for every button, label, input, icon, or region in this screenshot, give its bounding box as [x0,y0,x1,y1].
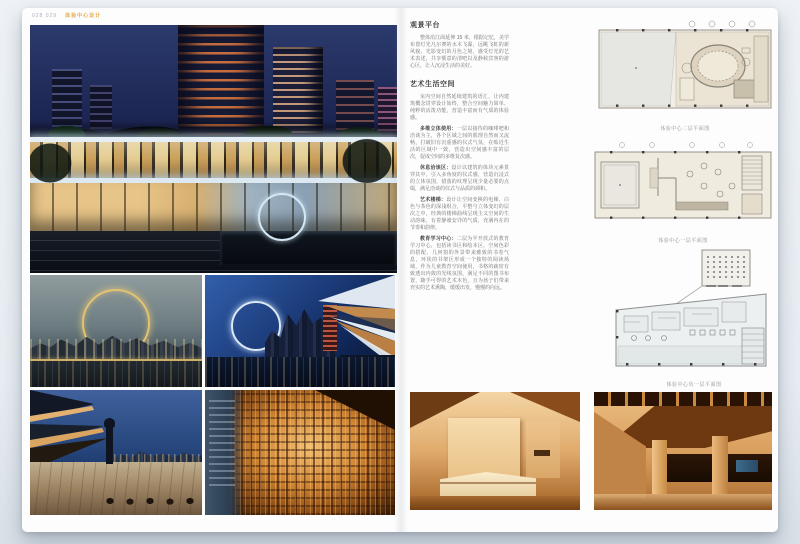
hero-photo-night-pavilion [30,25,397,273]
floor-plan-level-2-drawing [596,18,774,118]
desk-shadow-line [440,482,536,484]
back-wall-panel [448,418,520,478]
lobby-floor-glow [594,494,772,510]
skyline-lights [30,339,202,359]
wall-signage [534,450,550,456]
article-text-column [410,20,509,296]
paragraph: 多维立体使用：一层以接待的咖啡吧和洽谈为主，各个区域之间的肌理自然而又流畅，打破旧有沉重感的仪式气氛，在贴近生活的区域中一致，营造出空间感丰富的层次，促成空间的多维复次感。 [410,126,509,160]
plan-caption: 体验中心一层平面图 [658,238,708,244]
water-reflections [30,361,202,387]
ceiling-beams [594,392,772,406]
floor-plan-level-1 [592,138,774,244]
paragraph: 教育学习中心：二层为半开放式的教育学习中心，包括读书区和绘本区，空间色彩的搭配、几何窗的外景带来雅致的书卷气息，环状的书架区形成一个独特的阅读场域，作为儿童教育空间使用，书格的疏密有致透出内敛的光线氛围，满足不同的图书布置，随手可得的艺术木色，且为孩子们带来充实的艺术熏陶，缓缓出发，慢慢的向远。 [410,236,509,291]
heading-viewing-platform: 观景平台 [410,22,440,29]
photo-golden-lattice-interior [205,390,395,515]
screen-panel [736,460,758,472]
paragraph: 艺术楼梯：设计让空间变换的电梯，白色与茶色的深浅组合，平整与立体变幻的层次之中，经典的楼梯曲线呈现主义空间的生动韵味，有着静谧安详的气质，充满内在的节奏和韵律。 [410,197,509,231]
foreground-tree-right [323,129,397,209]
paragraph: 室内空间自然延续建筑的语汇，让内建筑概念贯穿设计始终，整合空间魅力简单、纯粹的活泼功能，营造丰富而有气质的体验感。 [410,94,509,121]
bench-row [100,494,200,508]
floor-reflection [410,496,580,510]
floor-plan-level-2 [596,18,774,132]
window-lights [209,400,235,490]
heading-art-life-space: 艺术生活空间 [410,81,455,88]
page-numbers: 028 029 [32,12,58,19]
photo-reception-desk-interior [410,392,580,510]
photo-ferris-wheel-dusk [30,275,202,387]
floor-plan-basement-drawing [614,248,774,374]
reflecting-pool [220,231,397,265]
statue-silhouette [106,426,113,464]
section-tag: 体验中心设计 [65,13,102,19]
paragraph: 休息洽谈区：设计以建筑的体块元素贯穿其中，引入多角度的仪式感，营造沉浸式的立体氛围，错落的纹理呈现少量必要的点缀，满足洽谈的仪式与品质的调和。 [410,165,509,192]
plan-caption: 体验中心二层平面图 [660,126,710,132]
foreground-tree-left [30,135,92,205]
page-header [32,12,101,19]
photo-ferris-wheel-night-building [205,275,395,387]
column-left [652,440,667,494]
page-gutter-shadow [394,8,408,532]
tower-far-left [52,69,82,127]
ring-sculpture [258,193,306,241]
photo-lobby-interior [594,392,772,510]
foreground-reflections [205,357,395,387]
column-right [712,436,728,494]
plan-caption: 体验中心负一层平面图 [666,382,722,388]
floor-plan-level-1-drawing [592,138,774,230]
floor-plan-basement [614,248,774,388]
photo-plaza-dusk [30,390,202,515]
magazine-spread [22,8,778,532]
paragraph: 整体沿江面延伸 15 米，根据记忆，美学布置灯光凡尔赛的水木飞瀑，远眺飞虹的新风貌、光影变幻的月色之境，感受灯光的艺术表述，共享惬意的清吧以及静候宾客的游心区，让人沉浸生活的美好。 [410,35,509,69]
